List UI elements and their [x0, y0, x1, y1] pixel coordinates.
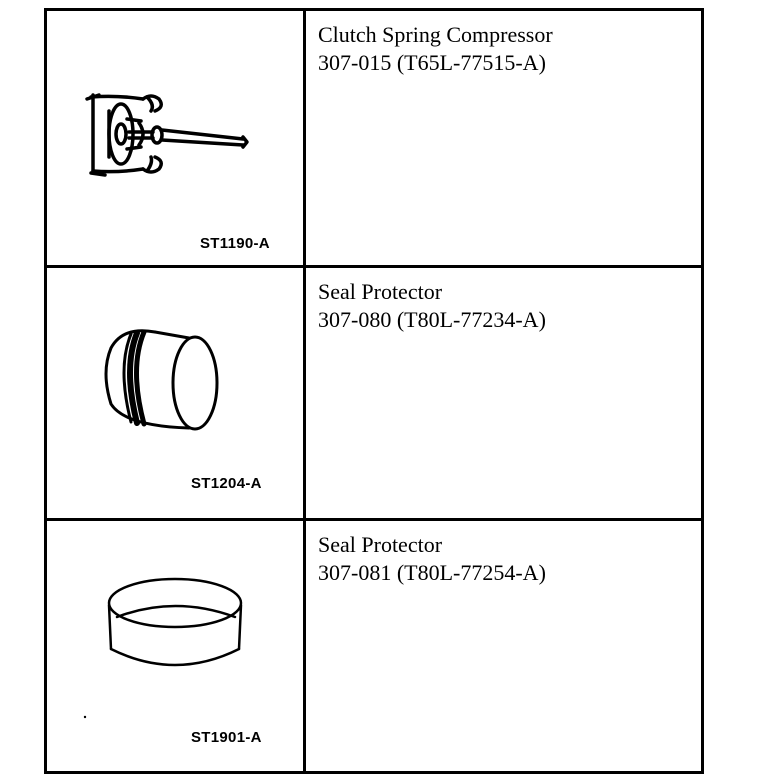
tool-row: [46, 520, 703, 773]
tool-row: [46, 10, 703, 267]
tool-illustration-cell: [46, 520, 305, 773]
special-tools-table: [44, 8, 704, 774]
figure-label: ST1204-A: [191, 475, 262, 492]
tool-description-cell: [305, 520, 703, 773]
tool-name: Seal Protector: [318, 279, 443, 304]
tool-number: 307-015 (T65L-77515-A): [318, 50, 546, 75]
tool-row: [46, 267, 703, 520]
tool-illustration-cell: [46, 10, 305, 267]
tool-description-cell: [305, 267, 703, 520]
tool-name: Seal Protector: [318, 532, 443, 557]
figure-label: ST1901-A: [191, 729, 262, 746]
tool-illustration-cell: [46, 267, 305, 520]
clutch-spring-compressor-icon: [47, 11, 303, 265]
seal-protector-icon: [47, 268, 303, 518]
seal-protector-ring-icon: [47, 521, 303, 771]
figure-label: ST1190-A: [200, 235, 270, 252]
tool-number: 307-080 (T80L-77234-A): [318, 307, 546, 332]
tool-description-cell: [305, 10, 703, 267]
tool-name: Clutch Spring Compressor: [318, 22, 553, 47]
tool-number: 307-081 (T80L-77254-A): [318, 560, 546, 585]
